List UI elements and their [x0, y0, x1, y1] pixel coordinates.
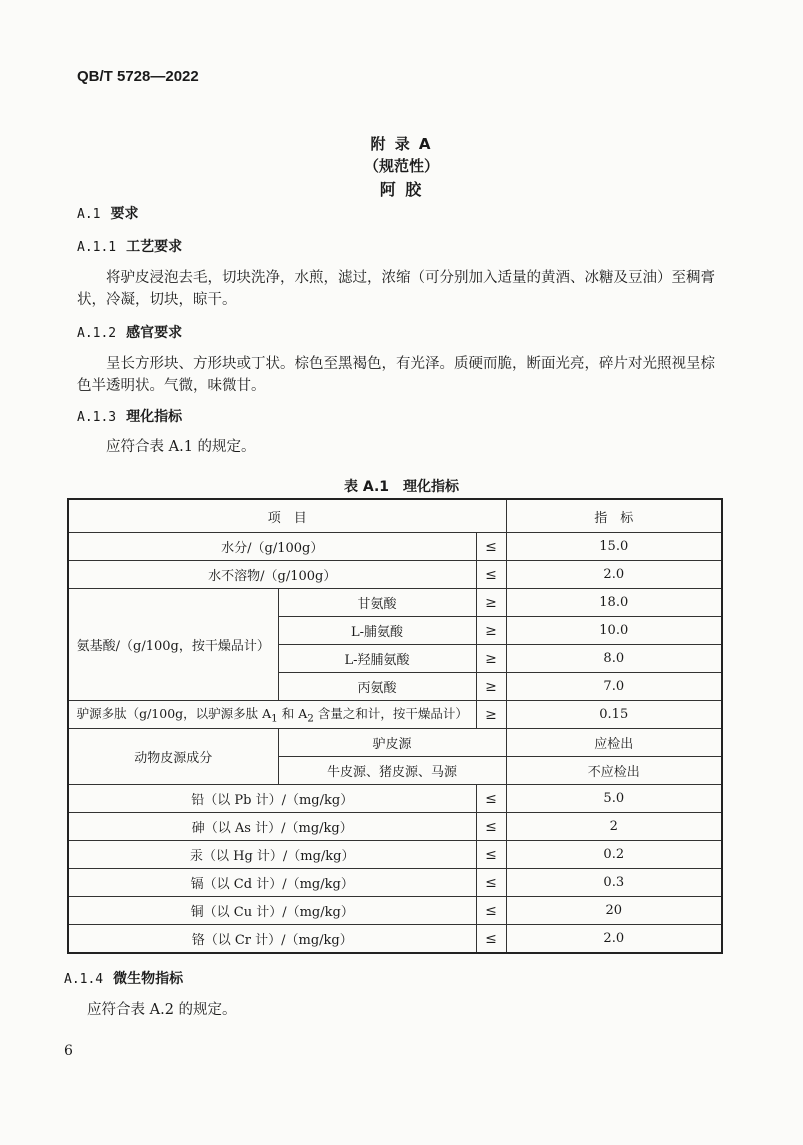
table-row [68, 925, 722, 954]
section-a11-heading [77, 236, 182, 256]
row-comparator: ≤ [476, 841, 506, 869]
table-row [68, 533, 722, 561]
section-a1-heading [77, 203, 138, 223]
row-sub-label: L-脯氨酸 [278, 617, 476, 645]
row-label: 砷（以 As 计）/（mg/kg） [68, 813, 476, 841]
peptide-sub-1: 1 [271, 712, 278, 725]
row-sub-label: 驴皮源 [278, 729, 506, 757]
table-row [68, 561, 722, 589]
table-row [68, 785, 722, 813]
row-value: 5.0 [506, 785, 722, 813]
row-sub-label: L-羟脯氨酸 [278, 645, 476, 673]
amino-acid-label: 氨基酸/（g/100g，按干燥品计） [68, 589, 278, 701]
section-number: A.1.1 [77, 240, 117, 255]
section-title: 微生物指标 [113, 971, 184, 987]
row-comparator: ≤ [476, 533, 506, 561]
row-value: 不应检出 [506, 757, 722, 785]
row-label: 水分/（g/100g） [68, 533, 476, 561]
page-number: 6 [64, 1043, 73, 1059]
physicochemical-table [67, 498, 723, 954]
table-row [68, 869, 722, 897]
section-title: 工艺要求 [126, 239, 183, 255]
section-number: A.1.4 [64, 972, 104, 987]
row-comparator: ≤ [476, 897, 506, 925]
peptide-sub-2: 2 [307, 712, 314, 725]
table-row [68, 701, 722, 729]
section-a12-text: 呈长方形块、方形块或丁状。棕色至黑褐色，有光泽。质硬而脆，断面光亮，碎片对光照视呈棕色半透明状。气微，味微甘。 [77, 356, 715, 394]
section-a13-heading [77, 406, 182, 426]
row-value: 18.0 [506, 589, 722, 617]
table-row [68, 729, 722, 757]
row-comparator: ≥ [476, 701, 506, 729]
row-comparator: ≥ [476, 673, 506, 701]
row-value: 15.0 [506, 533, 722, 561]
row-comparator: ≤ [476, 925, 506, 954]
row-label: 铬（以 Cr 计）/（mg/kg） [68, 925, 476, 954]
row-value: 2.0 [506, 561, 722, 589]
section-number: A.1.2 [77, 326, 117, 341]
table-row [68, 589, 722, 617]
row-comparator: ≤ [476, 561, 506, 589]
row-value: 0.2 [506, 841, 722, 869]
peptide-label [68, 701, 476, 729]
row-label: 镉（以 Cd 计）/（mg/kg） [68, 869, 476, 897]
section-a13-text: 应符合表 A.1 的规定。 [106, 439, 256, 455]
row-comparator: ≤ [476, 785, 506, 813]
row-label: 汞（以 Hg 计）/（mg/kg） [68, 841, 476, 869]
appendix-nature: （规范性） [363, 157, 439, 175]
row-value: 0.15 [506, 701, 722, 729]
section-title: 要求 [110, 206, 139, 222]
row-value: 0.3 [506, 869, 722, 897]
section-a11-text: 将驴皮浸泡去毛，切块洗净，水煎，滤过，浓缩（可分别加入适量的黄酒、冰糖及豆油）至稠膏状，冷凝，切块，晾干。 [77, 270, 715, 308]
section-number: A.1 [77, 207, 101, 222]
row-value: 2.0 [506, 925, 722, 954]
row-sub-label: 丙氨酸 [278, 673, 476, 701]
peptide-label-b: 和 A [277, 706, 308, 722]
animal-source-label: 动物皮源成分 [68, 729, 278, 785]
appendix-title: 附 录 A [370, 135, 433, 153]
section-title: 感官要求 [126, 325, 183, 341]
row-value: 7.0 [506, 673, 722, 701]
section-a14-heading [64, 968, 183, 988]
header-item: 项 目 [68, 499, 506, 533]
table-header-row [68, 499, 722, 533]
section-a14-text: 应符合表 A.2 的规定。 [87, 1002, 237, 1018]
row-value: 8.0 [506, 645, 722, 673]
header-value: 指 标 [506, 499, 722, 533]
table-row [68, 897, 722, 925]
table-row [68, 841, 722, 869]
row-comparator: ≤ [476, 869, 506, 897]
standard-code: QB/T 5728—2022 [77, 68, 199, 85]
section-a12-heading [77, 322, 182, 342]
row-comparator: ≥ [476, 589, 506, 617]
appendix-product: 阿 胶 [379, 180, 424, 199]
table-caption: 表 A.1 理化指标 [343, 479, 460, 495]
row-label: 铅（以 Pb 计）/（mg/kg） [68, 785, 476, 813]
row-sub-label: 牛皮源、猪皮源、马源 [278, 757, 506, 785]
row-comparator: ≤ [476, 813, 506, 841]
row-value: 2 [506, 813, 722, 841]
row-sub-label: 甘氨酸 [278, 589, 476, 617]
row-value: 20 [506, 897, 722, 925]
row-value: 10.0 [506, 617, 722, 645]
peptide-label-a: 驴源多肽（g/100g，以驴源多肽 A [76, 706, 272, 722]
row-value: 应检出 [506, 729, 722, 757]
row-comparator: ≥ [476, 617, 506, 645]
section-title: 理化指标 [126, 409, 183, 425]
table-row [68, 813, 722, 841]
row-comparator: ≥ [476, 645, 506, 673]
row-label: 水不溶物/（g/100g） [68, 561, 476, 589]
section-number: A.1.3 [77, 410, 117, 425]
peptide-label-c: 含量之和计，按干燥品计） [313, 706, 468, 722]
row-label: 铜（以 Cu 计）/（mg/kg） [68, 897, 476, 925]
